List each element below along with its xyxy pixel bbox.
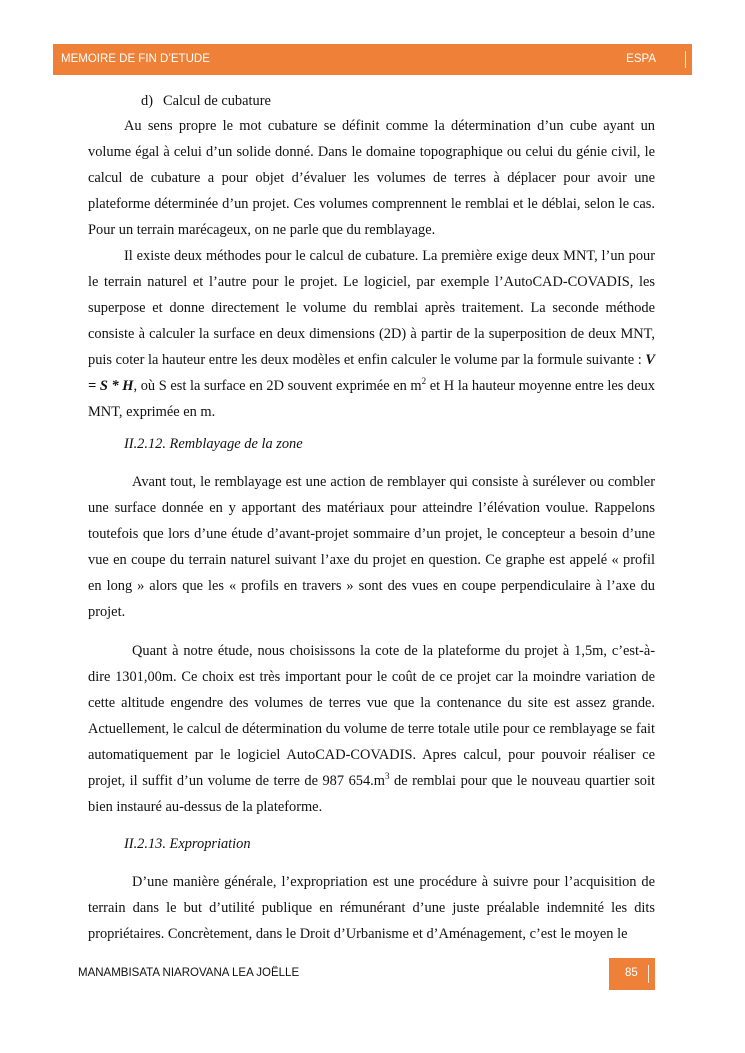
page-number-divider bbox=[648, 965, 649, 983]
volume-formula: V = S * H bbox=[88, 352, 655, 394]
etude-text-1: Quant à notre étude, nous choisissons la cote de la plateforme du projet à 1,5m, c’est-à-dire 1301,00m. Ce choix est très important pour le coût de ce projet car la moindre variation de cette altitude engendre des volumes de terres vue que la contenance du site est assez grande. Actuellement, le calcul de détermination du volume de terre totale utile pour ce remblayage se fait automatiquement par le logiciel AutoCAD-COVADIS. Apres calcul, pour pouvoir réaliser ce projet, il suffit d’un volume de terre de 987 654.m bbox=[88, 643, 655, 789]
page-number: 85 bbox=[625, 967, 638, 979]
paragraph-cubature-methods bbox=[88, 243, 655, 425]
cubic-exponent: 3 bbox=[384, 771, 390, 782]
paragraph-etude bbox=[88, 638, 655, 820]
section-d-heading bbox=[88, 90, 655, 112]
square-exponent: 2 bbox=[421, 376, 427, 387]
methods-text-1: Il existe deux méthodes pour le calcul de cubature. La première exige deux MNT, l’un pour le terrain naturel et l’autre pour le projet. Le logiciel, par exemple l’AutoCAD-COVADIS, les superpose et donne directement le volume du remblai après traitement. La seconde méthode consiste à calculer la surface en deux dimensions (2D) à partir de la superposition de deux MNT, puis coter la hauteur entre les deux modèles et enfin calculer le volume par la formule suivante : bbox=[88, 248, 655, 368]
heading-remblayage: II.2.12. Remblayage de la zone bbox=[124, 436, 303, 452]
header-divider bbox=[685, 51, 686, 68]
page-header bbox=[53, 44, 692, 75]
paragraph-cubature-definition: Au sens propre le mot cubature se définit comme la détermination d’un cube ayant un volume égal à celui d’un solide donné. Dans le domaine topographique ou celui du génie civil, le calcul de cubature a pour objet d’évaluer les volumes de terres à déplacer pour avoir une plateforme déterminée d’un projet. Ces volumes comprennent le remblai et le déblai, selon le cas. Pour un terrain marécageux, on ne parle que du remblayage. bbox=[88, 118, 655, 238]
methods-text-3: et H la hauteur moyenne entre les deux MNT, exprimée en m. bbox=[88, 378, 655, 420]
header-title: MEMOIRE DE FIN D’ETUDE bbox=[61, 53, 210, 65]
paragraph-expropriation: D’une manière générale, l’expropriation est une procédure à suivre pour l’acquisition de terrain dans le but d’utilité publique en rémunérant d’une juste préalable indemnité les dits propriétaires. Concrètement, dans le Droit d’Urbanisme et d’Aménagement, c’est le moyen le bbox=[88, 874, 655, 942]
section-d-title: Calcul de cubature bbox=[163, 93, 271, 109]
paragraph-remblayage: Avant tout, le remblayage est une action de remblayer qui consiste à surélever ou combler une surface donnée en y apportant des matériaux pour atteindre l’élévation voulue. Rappelons toutefois que lors d’une étude d’avant-projet sommaire d’un projet, le concepteur a besoin d’une vue en coupe du terrain naturel suivant l’axe du projet en question. Ce graphe est appelé « profil en long » alors que les « profils en travers » sont des vues en coupe perpendiculaire à l’axe du projet. bbox=[88, 474, 655, 620]
header-school: ESPA bbox=[626, 53, 656, 65]
footer-author: MANAMBISATA NIAROVANA LEA JOËLLE bbox=[78, 967, 300, 979]
heading-expropriation: II.2.13. Expropriation bbox=[124, 836, 251, 852]
methods-text-2: , où S est la surface en 2D souvent exprimée en m bbox=[133, 378, 422, 394]
page-body bbox=[88, 90, 655, 947]
section-d-label: d) bbox=[141, 93, 153, 109]
page-number-box bbox=[609, 958, 655, 990]
etude-text-2: de remblai pour que le nouveau quartier soit bien instauré au-dessus de la plateforme. bbox=[88, 773, 655, 815]
